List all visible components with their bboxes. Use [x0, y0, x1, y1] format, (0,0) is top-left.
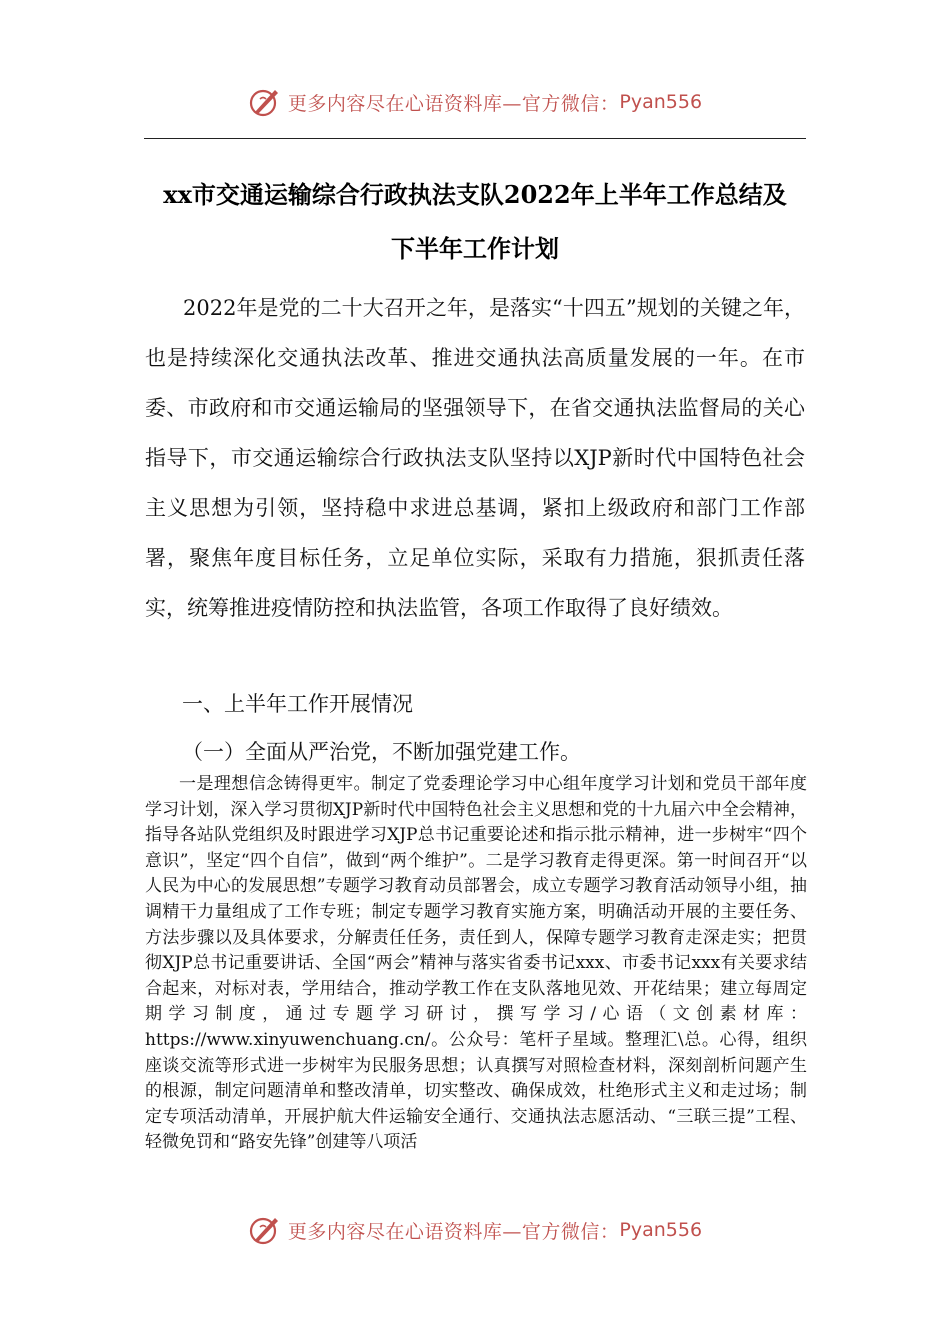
document-title: [120, 168, 830, 276]
pen-circle-logo-icon: [248, 1213, 282, 1247]
pen-circle-logo-icon: [248, 85, 282, 119]
banner-text: 更多内容尽在心语资料库—官方微信：: [287, 92, 620, 115]
section-heading: 一、上半年工作开展情况: [182, 692, 413, 716]
body-paragraph: 一是理想信念铸得更牢。制定了党委理论学习中心组年度学习计划和党员干部年度学习计划，深入学习贯彻XJP新时代中国特色社会主义思想和党的十九届六中全会精神，指导各站队党组织及时跟进学习XJP总书记重要论述和指示批示精神，进一步树牢“四个意识”，坚定“四个自信”，做到“两个维护”。二是学习教育走得更深。第一时间召开“以人民为中心的发展思想”专题学习教育动员部署会，成立专题学习教育活动领导小组，抽调精干力量组成了工作专班；制定专题学习教育实施方案，明确活动开展的主要任务、方法步骤以及具体要求，分解责任任务，责任到人，保障专题学习教育走深走实；把贯彻XJP总书记重要讲话、全国“两会”精神与落实省委书记xxx、市委书记xxx有关要求结合起来，对标对表，学用结合，推动学教工作在支队落地见效、开花结果；建立每周定期学习制度，通过专题学习研讨，撰写学习/心语（文创素材库：https://www.xinyuwenchuang.cn/。公众号：笔杆子星域。整理汇\总。心得，组织座谈交流等形式进一步树牢为民服务思想；认真撰写对照检查材料，深刻剖析问题产生的根源，制定问题清单和整改清单，切实整改、确保成效，杜绝形式主义和走过场；制定专项活动清单，开展护航大件运输安全通行、交通执法志愿活动、“三联三提”工程、轻微免罚和“路安先锋”创建等八项活: [145, 774, 807, 1153]
header-banner: [0, 80, 950, 124]
footer-banner: [0, 1208, 950, 1252]
intro-paragraph: 2022年是党的二十大召开之年，是落实“十四五”规划的关键之年，也是持续深化交通执法改革、推进交通执法高质量发展的一年。在市委、市政府和市交通运输局的坚强领导下，在省交通执法监督局的关心指导下，市交通运输综合行政执法支队坚持以XJP新时代中国特色社会主义思想为引领，坚持稳中求进总基调，紧扣上级政府和部门工作部署，聚焦年度目标任务，立足单位实际，采取有力措施，狠抓责任落实，统筹推进疫情防控和执法监管，各项工作取得了良好绩效。: [145, 296, 805, 620]
subsection-heading: （一）全面从严治党，不断加强党建工作。: [182, 740, 581, 764]
footer-banner-text: 更多内容尽在心语资料库—官方微信：: [287, 1220, 620, 1243]
title-line-1: xx市交通运输综合行政执法支队2022年上半年工作总结及: [163, 180, 787, 209]
header-divider: [144, 138, 806, 139]
footer-wechat-id: Pyan556: [619, 1219, 703, 1241]
wechat-id: Pyan556: [619, 91, 703, 113]
title-line-2: 下半年工作计划: [391, 234, 559, 263]
